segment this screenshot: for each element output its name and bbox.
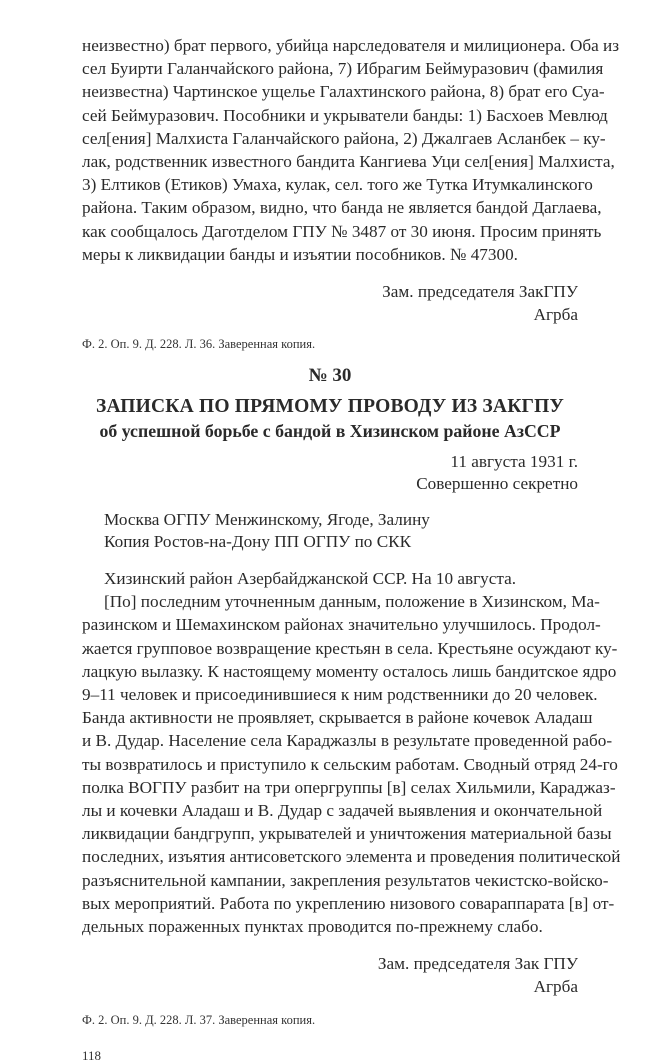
- text-line: неизвестна) Чартинское ущелье Галахтинского района, 8) брат его Суа-: [82, 82, 605, 102]
- text-line: вых мероприятий. Работа по укреплению низового совараппарата [в] от-: [82, 893, 615, 913]
- signature-title: Зам. председателя Зак ГПУ: [377, 954, 578, 974]
- text-line: неизвестно) брат первого, убийца нарследователя и милиционера. Оба из: [82, 36, 620, 55]
- document-body: [82, 567, 621, 938]
- lead-line: Хизинский район Азербайджанской ССР. На 10 августа.: [104, 569, 517, 589]
- text-line: лацкую вылазку. К настоящему моменту осталось лишь бандитское ядро: [82, 661, 617, 681]
- document-subtitle: об успешной борьбе с бандой в Хизинском районе АзССР: [99, 421, 561, 442]
- text-line: меры к ликвидации банды и изъятии пособников. № 47300.: [82, 244, 518, 264]
- text-line: последних, изъятия антисоветского элемента и проведения политической: [82, 847, 621, 867]
- text-line: ты возвратилось и приступило к сельским работам. Сводный отряд 24-го: [82, 754, 618, 774]
- continuation-text: [82, 34, 620, 266]
- text-line: Банда активности не проявляет, скрывается в районе кочевок Аладаш: [82, 708, 593, 728]
- text-line: жается групповое возвращение крестьян в села. Крестьяне осуждают ку-: [82, 638, 618, 658]
- page-number: 118: [82, 1048, 102, 1064]
- text-line: сел Буирти Галанчайского района, 7) Ибрагим Беймуразович (фамилия: [82, 59, 604, 79]
- signature-name: Агрба: [533, 305, 578, 325]
- text-line: и В. Дудар. Население села Караджазлы в результате проведенной рабо-: [82, 731, 613, 751]
- archive-source: Ф. 2. Оп. 9. Д. 228. Л. 36. Заверенная копия.: [82, 337, 316, 352]
- signature-name: Агрба: [533, 977, 578, 997]
- text-line: [По] последним уточненным данным, положение в Хизинском, Ма-: [104, 592, 600, 612]
- text-line: сей Беймуразович. Пособники и укрыватели банды: 1) Басхоев Мевлюд: [82, 105, 608, 125]
- document-date: 11 августа 1931 г.: [450, 452, 578, 472]
- text-line: полка ВОГПУ разбит на три опергруппы [в] селах Хильмили, Караджаз-: [82, 777, 616, 797]
- classification-label: Совершенно секретно: [416, 474, 578, 494]
- text-line: ликвидации бандгрупп, укрывателей и уничтожения материальной базы: [82, 824, 612, 844]
- text-line: 3) Елтиков (Етиков) Умаха, кулак, сел. того же Тутка Итумкалинского: [82, 175, 593, 195]
- text-line: разинском и Шемахинском районах значительно улучшилось. Продол-: [82, 615, 601, 635]
- document-page: [82, 34, 621, 1064]
- addressee-line: Москва ОГПУ Менжинскому, Ягоде, Залину: [104, 510, 430, 530]
- text-line: дельных пораженных пунктах проводится по-прежнему слабо.: [82, 917, 543, 937]
- text-line: сел[ения] Малхиста Галанчайского района, 2) Джалгаев Асланбек – ку-: [82, 128, 606, 148]
- document-title: ЗАПИСКА ПО ПРЯМОМУ ПРОВОДУ ИЗ ЗАКГПУ: [95, 396, 565, 418]
- text-line: лак, родственник известного бандита Кангиева Уци сел[ения] Малхиста,: [82, 152, 615, 172]
- signature-title: Зам. председателя ЗакГПУ: [382, 282, 578, 302]
- addressee-line: Копия Ростов-на-Дону ПП ОГПУ по СКК: [104, 532, 412, 552]
- text-line: 9–11 человек и присоединившиеся к ним родственники до 20 человек.: [82, 685, 598, 705]
- text-line: лы и кочевки Аладаш и В. Дудар с задачей выявления и окончательной: [82, 801, 603, 821]
- text-line: как сообщалось Даготделом ГПУ № 3487 от 30 июня. Просим принять: [82, 221, 602, 241]
- archive-source: Ф. 2. Оп. 9. Д. 228. Л. 37. Заверенная копия.: [82, 1013, 316, 1028]
- text-line: района. Таким образом, видно, что банда не является бандой Даглаева,: [82, 198, 602, 218]
- document-number: № 30: [308, 365, 352, 387]
- text-line: разъяснительной кампании, закрепления результатов чекистско-войско-: [82, 870, 609, 890]
